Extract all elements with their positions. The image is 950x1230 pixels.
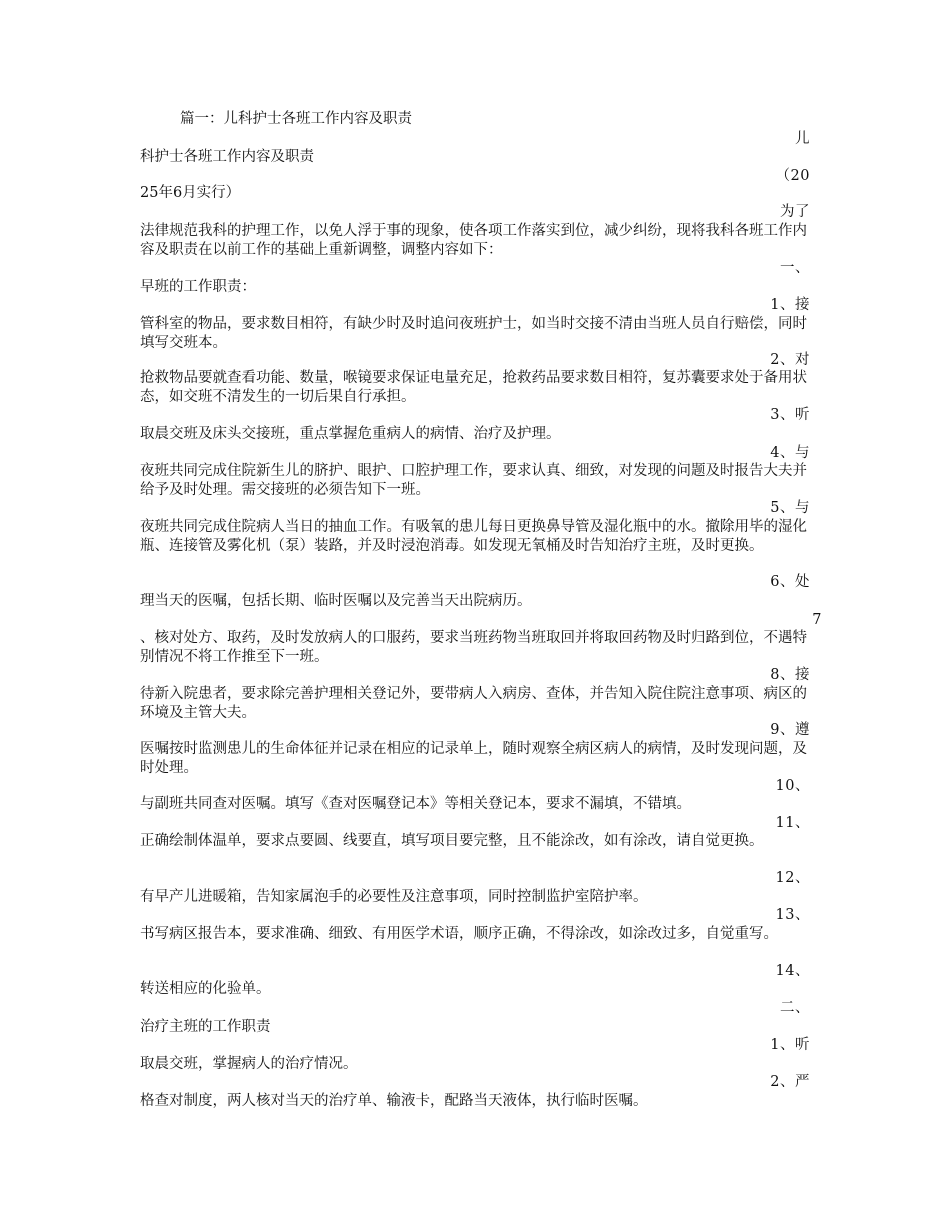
- section-1-title: 早班的工作职责：: [140, 279, 256, 295]
- item-head: 9、遵: [770, 722, 810, 738]
- heading-continuation: 科护士各班工作内容及职责: [140, 149, 314, 165]
- item-head: 4、与: [770, 445, 810, 461]
- section-1-number: 一、: [780, 260, 810, 276]
- item-text: 夜班共同完成住院病人当日的抽血工作。有吸氧的患儿每日更换鼻导管及湿化瓶中的水。撤除用毕的湿化瓶、连接管及雾化机（泵）装路，并及时浸泡消毒。如发现无氧桶及时告知治疗主班，及时更换。: [140, 519, 807, 554]
- item-text: 待新入院患者，要求除完善护理相关登记外，要带病人入病房、查体，并告知入院住院注意事项、病区的环境及主管大夫。: [140, 686, 807, 721]
- document-title: 篇一：儿科护士各班工作内容及职责: [180, 111, 412, 127]
- item-text: 格查对制度，两人核对当天的治疗单、输液卡，配路当天液体，执行临时医嘱。: [140, 1093, 648, 1109]
- heading-tail: 儿: [795, 131, 810, 147]
- item-text: 取晨交班及床头交接班，重点掌握危重病人的病情、治疗及护理。: [140, 426, 561, 442]
- item-head: 8、接: [770, 667, 810, 683]
- item-text: 抢救物品要就查看功能、数量，喉镜要求保证电量充足，抢救药品要求数目相符，复苏囊要求处于备用状态，如交班不清发生的一切后果自行承担。: [140, 370, 807, 405]
- item-head: 2、严: [770, 1074, 810, 1090]
- item-head: 1、接: [770, 297, 810, 313]
- date-continuation: 25年6月实行）: [140, 185, 241, 201]
- item-head: 5、与: [770, 500, 810, 516]
- intro-head: 为了: [780, 204, 810, 220]
- item-head: 1、听: [770, 1037, 810, 1053]
- item-text: 取晨交班，掌握病人的治疗情况。: [140, 1056, 358, 1072]
- item-text: 书写病区报告本，要求准确、细致、有用医学术语，顺序正确，不得涂改，如涂改过多，自觉重写。: [140, 926, 778, 942]
- section-2-number: 二、: [780, 1000, 810, 1016]
- item-text: 与副班共同查对医嘱。填写《查对医嘱登记本》等相关登记本，要求不漏填，不错填。: [140, 796, 691, 812]
- item-text: 有早产儿进暖箱，告知家属泡手的必要性及注意事项，同时控制监护室陪护率。: [140, 889, 648, 905]
- item-text: 理当天的医嘱，包括长期、临时医嘱以及完善当天出院病历。: [140, 593, 532, 609]
- item-head: 10、: [775, 778, 810, 794]
- item-head: 6、处: [770, 574, 810, 590]
- date-head: （20: [775, 168, 810, 184]
- item-head: 3、听: [770, 407, 810, 423]
- item-head: 7: [812, 612, 822, 628]
- item-text: 转送相应的化验单。: [140, 981, 271, 997]
- item-text: 医嘱按时监测患儿的生命体征并记录在相应的记录单上，随时观察全病区病人的病情，及时发现问题，及时处理。: [140, 741, 807, 776]
- item-text: 正确绘制体温单，要求点要圆、线要直，填写项目要完整，且不能涂改，如有涂改，请自觉更换。: [140, 833, 764, 849]
- item-text: 夜班共同完成住院新生儿的脐护、眼护、口腔护理工作，要求认真、细致，对发现的问题及时报告大夫并给予及时处理。需交接班的必须告知下一班。: [140, 463, 807, 498]
- item-head: 13、: [775, 907, 810, 923]
- item-text: 、核对处方、取药，及时发放病人的口服药，要求当班药物当班取回并将取回药物及时归路到位，不遇特别情况不将工作推至下一班。: [140, 630, 807, 665]
- item-text: 管科室的物品，要求数目相符，有缺少时及时追问夜班护士，如当时交接不清由当班人员自行赔偿，同时填写交班本。: [140, 316, 807, 351]
- item-head: 14、: [775, 963, 810, 979]
- item-head: 12、: [775, 870, 810, 886]
- item-head: 11、: [775, 815, 810, 831]
- intro-paragraph: 法律规范我科的护理工作，以免人浮于事的现象，使各项工作落实到位，减少纠纷，现将我科各班工作内容及职责在以前工作的基础上重新调整，调整内容如下：: [140, 223, 807, 258]
- section-2-title: 治疗主班的工作职责: [140, 1019, 271, 1035]
- item-head: 2、对: [770, 352, 810, 368]
